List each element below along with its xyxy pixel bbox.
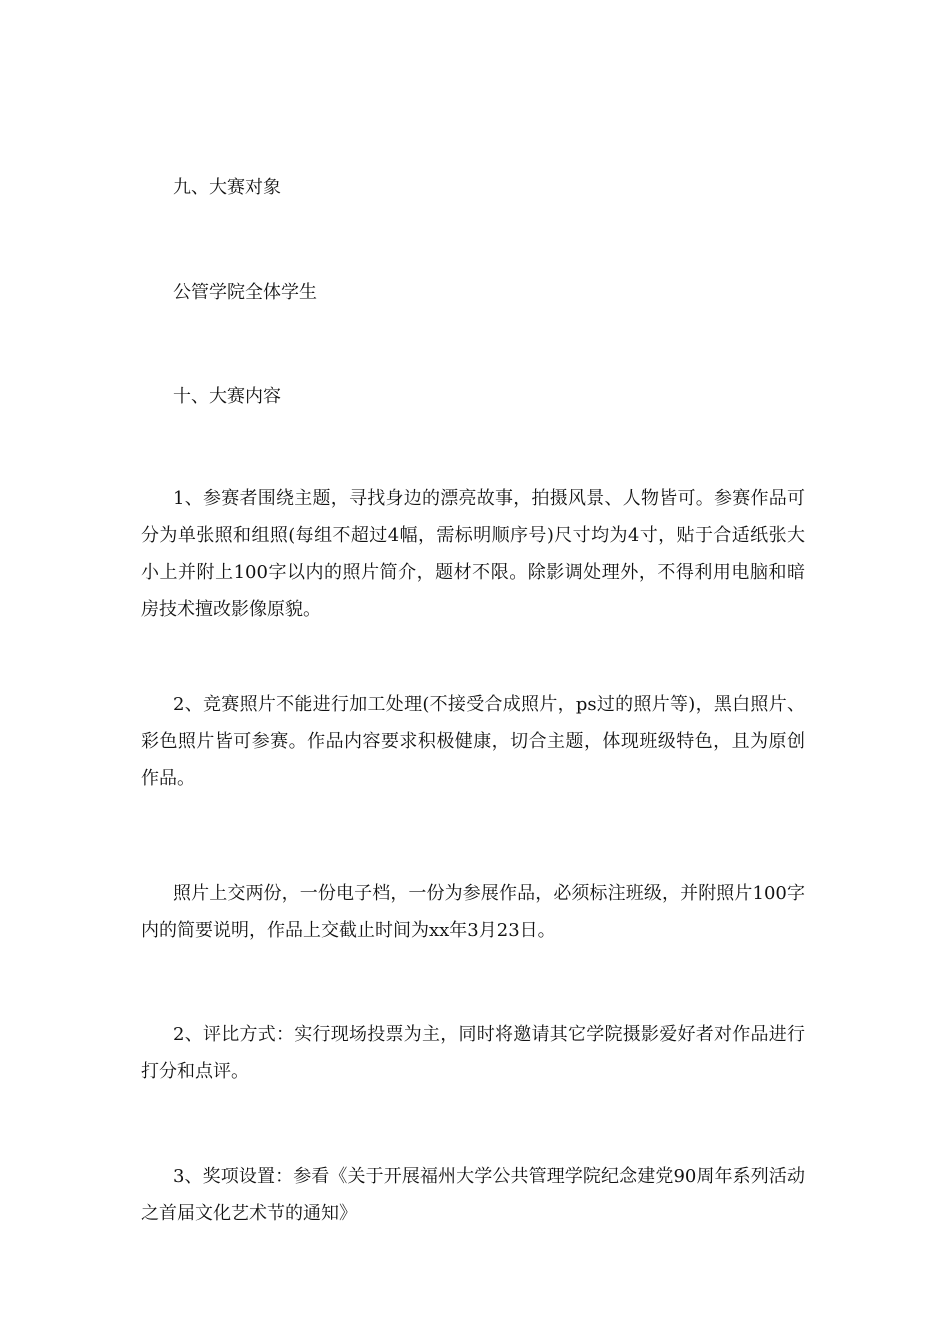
awards-setting: 3、奖项设置：参看《关于开展福州大学公共管理学院纪念建党90周年系列活动之首届文化艺术节的通知》 [141, 1166, 805, 1224]
section-heading-content: 十、大赛内容 [173, 386, 281, 407]
submission-note: 照片上交两份，一份电子档，一份为参展作品，必须标注班级，并附照片100字内的简要说明，作品上交截止时间为xx年3月23日。 [141, 883, 805, 941]
content-item-2: 2、竞赛照片不能进行加工处理(不接受合成照片，ps过的照片等)，黑白照片、彩色照片皆可参赛。作品内容要求积极健康，切合主题，体现班级特色，且为原创作品。 [141, 694, 805, 789]
content-item-1: 1、参赛者围绕主题，寻找身边的漂亮故事，拍摄风景、人物皆可。参赛作品可分为单张照和组照(每组不超过4幅，需标明顺序号)尺寸均为4寸，贴于合适纸张大小上并附上100字以内的照片简介，题材不限。除影调处理外，不得利用电脑和暗房技术擅改影像原貌。 [141, 488, 805, 620]
participants-text: 公管学院全体学生 [173, 282, 317, 303]
section-heading-participants: 九、大赛对象 [173, 177, 281, 198]
judging-method: 2、评比方式：实行现场投票为主，同时将邀请其它学院摄影爱好者对作品进行打分和点评。 [141, 1024, 805, 1082]
